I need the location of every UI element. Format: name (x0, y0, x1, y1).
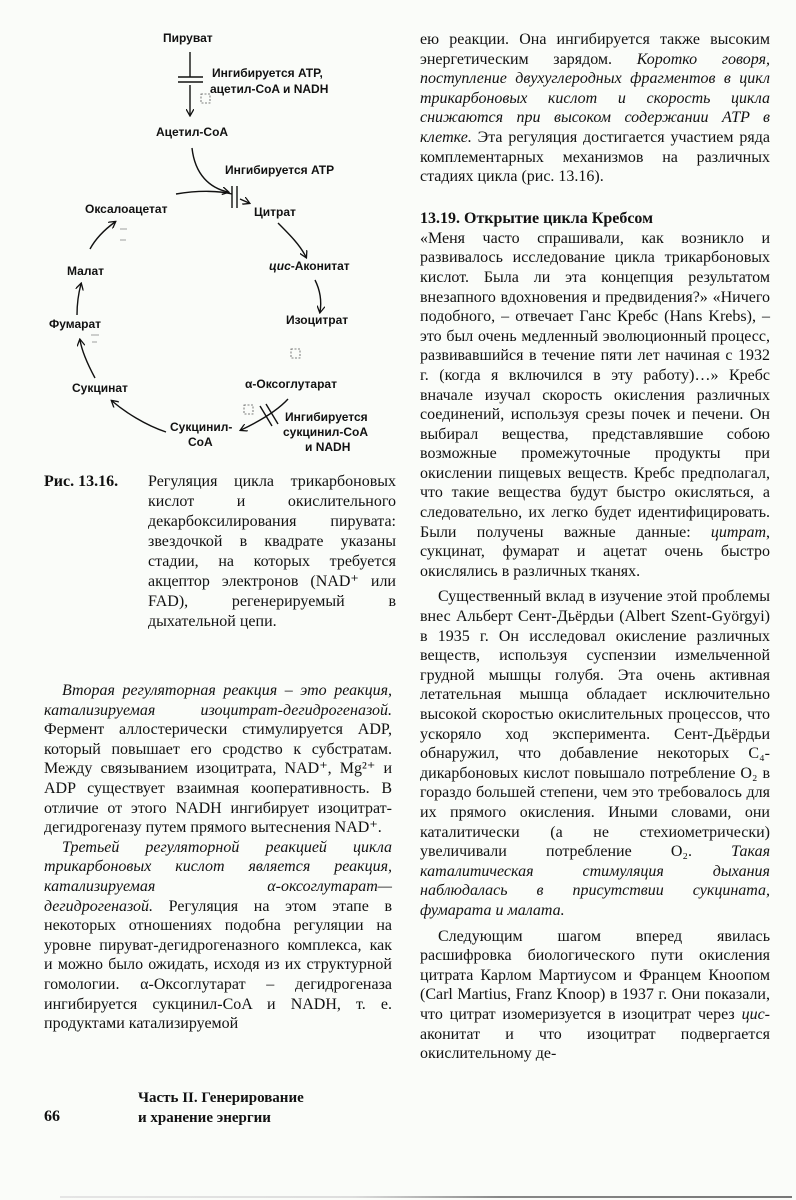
paragraph-szent-gyorgyi (420, 587, 770, 920)
inhibition-label-citrate-synthase: Ингибируется ATP (225, 163, 335, 177)
tca-cycle-diagram (0, 0, 400, 470)
paragraph-text: Эта регуляция достигается участием ряда комплементарных механизмов на различных стадиях цикла (рис. 13.16). (420, 128, 770, 186)
paragraph-text: Регуляция на этом этапе в некоторых отношениях подобна регуляции на уровне пируват-дегидрогеназного комплекса, как и можно было ожидать, исходя из их структурной гомологии. α-Оксоглутарат – дегидрогеназа ингибируется сукцинил-CoA и NADH, т. е. продуктами катализируемой (44, 897, 392, 1033)
inhibition-label-pdh-1: Ингибируется ATP, (212, 66, 323, 80)
section-heading: 13.19. Открытие цикла Кребсом (420, 209, 654, 227)
running-footer (138, 1088, 304, 1128)
emphasis: цитрат (710, 523, 766, 541)
page-number: 66 (44, 1108, 60, 1125)
paragraph-text: ею реакции. Она ингибируется также высоким энергетическим зарядом. (420, 31, 770, 68)
inhibition-label-akgdh-3: и NADH (305, 440, 351, 454)
paragraph-isocitrate-dh (44, 681, 392, 838)
paragraph-martius-knoop (420, 927, 770, 1064)
paragraph-text: Существенный вклад в изучение этой проблемы внес Альберт Сент-Дьёрдьи (Albert Szent-Györgyi) в 1935 г. Он исследовал окисление различных веществ, используя суспензии измельченной грудной мышцы голубя. Эта очень активная летательная мышца обладает исключительно высокой скоростью окислительных процессов, что ускоряло ход эксперимента. Сент-Дьёрдьи обнаружил, что добавление некоторых C₄-дикарбоновых кислот повышало потребление O₂ в гораздо большей степени, чем это требовалось для их прямого окисления. Иными словами, они каталитически (а не стехиометрически) увеличивали потребление O₂. (420, 588, 770, 861)
node-fumarate: Фумарат (49, 317, 102, 331)
inhibition-label-pdh-2: ацетил-CoA и NADH (210, 82, 329, 96)
node-succinyl-coa-1: Сукцинил- (170, 420, 233, 434)
paragraph-text: -аконитат и что изоцитрат подвергается окислительному де- (420, 1005, 770, 1063)
right-column (420, 30, 770, 1064)
node-oxaloacetate: Оксалоацетат (85, 202, 168, 216)
aconitate-suffix: -Аконитат (290, 259, 350, 273)
emphasis: Такая каталитическая стимуляция дыхания наблюдалась в присутствии сукцината, фумарата и малата. (420, 843, 770, 919)
emphasis: цис (741, 1005, 765, 1023)
figure-label: Рис. 13.16. (44, 473, 119, 490)
node-succinyl-coa-2: CoA (188, 435, 213, 449)
diagram-arrows (0, 0, 400, 470)
paragraph-krebs-quote (420, 229, 770, 582)
node-pyruvate: Пируват (163, 31, 213, 45)
emphasis: Коротко говоря, поступление двухуглеродных фрагментов в цикл трикарбоновых кислот и скорость цикла снижаются при высоком содержании ATP в клетке. (420, 50, 771, 146)
node-alpha-ketoglutarate: α-Оксоглутарат (245, 377, 337, 391)
paragraph-text: Следующим шагом вперед явилась расшифровка биологического пути окисления цитрата Карлом Мартиусом и Францем Кноопом (Carl Martius, Franz Knoop) в 1937 г. Они показали, что цитрат изомеризуется в изоцитрат через (420, 927, 770, 1023)
paragraph-text: Фермент аллостерически стимулируется ADP, который повышает его сродство к субстратам. Между связыванием изоцитрата, NAD⁺, Mg²⁺ и ADP существует взаимная кооперативность. В отличие от этого NADH ингибирует изоцитрат-дегидрогеназу путем прямого вытеснения NAD⁺. (44, 721, 392, 837)
part-title-line-1: Часть II. Генерирование (138, 1090, 304, 1106)
node-isocitrate: Изоцитрат (286, 313, 349, 327)
paragraph-text: «Меня часто спрашивали, как возникло и развивалось исследование цикла трикарбоновых кислот. Была ли эта концепция результатом внезапного вдохновения и предвидения?» «Ничего подобного, – отвечает Ганс Кребс (Hans Krebs), – это был очень медленный эволюционный процесс, развивавшийся в течение пяти лет начиная с 1932 г. (когда я включился в эту работу)…» Кребс вначале изучал скорость окисления различных соединений, используя срезы почек и печени. Он выбирал вещества, представлявшие собою возможные промежуточные продукты при окислении пищевых веществ. Кребс предполагал, что такие вещества будут быстро окисляться, а следовательно, их легко будет идентифицировать. Были получены важные данные: (420, 229, 770, 541)
emphasis: Третьей регуляторной реакцией цикла трикарбоновых кислот является реакция, катализируемая α-оксоглутарат—дегидрогеназой. (44, 838, 392, 915)
node-acetyl-coa: Ацетил-CoA (156, 125, 229, 139)
caption-text: Регуляция цикла трикарбоновых кислот и окислительного декарбоксилирования пирувата: звездочкой в квадрате указаны стадии, на которых требуется акцептор электронов (NAD⁺ или FAD), регенерируемый в дыхательной цепи. (148, 473, 396, 630)
node-succinate: Сукцинат (72, 381, 128, 395)
left-column (44, 681, 392, 1034)
cis-prefix: цис (269, 259, 291, 273)
node-citrate: Цитрат (254, 205, 296, 219)
paragraph-continuation (420, 30, 770, 187)
paragraph-text: , сукцинат, фумарат и ацетат очень быстро окислялись в различных тканях. (420, 523, 770, 580)
part-title-line-2: и хранение энергии (138, 1110, 271, 1126)
node-malate: Малат (67, 264, 104, 278)
paragraph-akg-dh (44, 838, 392, 1034)
emphasis: Вторая регуляторная реакция – это реакция, катализируемая изоцитрат-дегидрогеназой. (44, 682, 392, 719)
inhibition-label-akgdh-1: Ингибируется (285, 410, 368, 424)
node-cis-aconitate (269, 259, 350, 274)
inhibition-label-akgdh-2: сукцинил-CoA (283, 425, 369, 439)
scan-edge (60, 1196, 792, 1198)
